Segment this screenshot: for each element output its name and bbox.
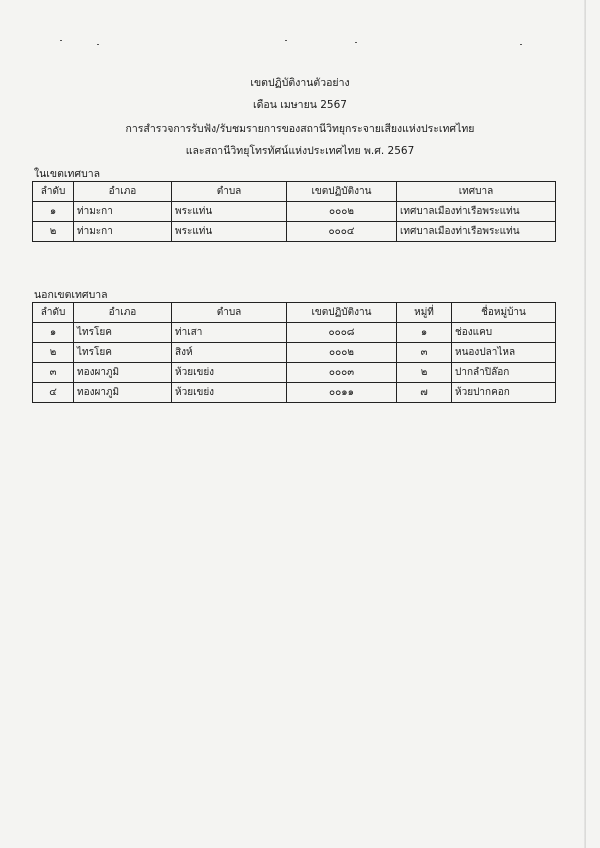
table-header-row xyxy=(33,303,556,323)
scan-speck xyxy=(355,42,357,43)
table-row xyxy=(33,363,556,383)
doc-survey-line-1: การสำรวจการรับฟัง/รับชมรายการของสถานีวิทยุกระจายเสียงแห่งประเทศไทย xyxy=(125,123,475,135)
col-header-district: อำเภอ xyxy=(74,303,172,323)
cell-municipality: เทศบาลเมืองท่าเรือพระแท่น xyxy=(397,202,556,222)
col-header-village-no: หมู่ที่ xyxy=(397,303,452,323)
cell-district: ท่ามะกา xyxy=(74,202,172,222)
cell-order: ๔ xyxy=(33,383,74,403)
cell-village-no: ๒ xyxy=(397,363,452,383)
table-row xyxy=(33,202,556,222)
cell-village-no: ๗ xyxy=(397,383,452,403)
cell-subdistrict: สิงห์ xyxy=(172,343,287,363)
doc-title: เขตปฏิบัติงานตัวอย่าง xyxy=(250,77,350,89)
cell-work-zone: ๐๐๐๒ xyxy=(287,202,397,222)
col-header-work-zone: เขตปฏิบัติงาน xyxy=(287,303,397,323)
municipal-section-label: ในเขตเทศบาล xyxy=(34,168,101,180)
municipal-table xyxy=(32,181,556,242)
col-header-subdistrict: ตำบล xyxy=(172,182,287,202)
col-header-order: ลำดับ xyxy=(33,182,74,202)
col-header-municipality: เทศบาล xyxy=(397,182,556,202)
cell-order: ๑ xyxy=(33,202,74,222)
cell-subdistrict: พระแท่น xyxy=(172,222,287,242)
cell-village-name: ห้วยปากคอก xyxy=(452,383,556,403)
table-row xyxy=(33,383,556,403)
cell-village-name: หนองปลาไหล xyxy=(452,343,556,363)
cell-village-name: ช่องแคบ xyxy=(452,323,556,343)
doc-month: เดือน เมษายน 2567 xyxy=(253,99,347,111)
col-header-work-zone: เขตปฏิบัติงาน xyxy=(287,182,397,202)
cell-municipality: เทศบาลเมืองท่าเรือพระแท่น xyxy=(397,222,556,242)
cell-work-zone: ๐๐๑๑ xyxy=(287,383,397,403)
scan-speck xyxy=(285,40,287,41)
cell-work-zone: ๐๐๐๘ xyxy=(287,323,397,343)
cell-district: ทองผาภูมิ xyxy=(74,383,172,403)
col-header-village-name: ชื่อหมู่บ้าน xyxy=(452,303,556,323)
table-header-row xyxy=(33,182,556,202)
table-row xyxy=(33,343,556,363)
cell-district: ไทรโยค xyxy=(74,343,172,363)
cell-subdistrict: ห้วยเขย่ง xyxy=(172,363,287,383)
scan-speck xyxy=(520,44,522,45)
cell-order: ๓ xyxy=(33,363,74,383)
cell-order: ๒ xyxy=(33,343,74,363)
scan-speck xyxy=(97,44,99,45)
cell-village-no: ๓ xyxy=(397,343,452,363)
cell-work-zone: ๐๐๐๒ xyxy=(287,343,397,363)
cell-subdistrict: ห้วยเขย่ง xyxy=(172,383,287,403)
cell-district: ทองผาภูมิ xyxy=(74,363,172,383)
col-header-district: อำเภอ xyxy=(74,182,172,202)
cell-work-zone: ๐๐๐๔ xyxy=(287,222,397,242)
cell-subdistrict: ท่าเสา xyxy=(172,323,287,343)
table-row xyxy=(33,222,556,242)
non-municipal-table xyxy=(32,302,556,403)
cell-work-zone: ๐๐๐๓ xyxy=(287,363,397,383)
cell-village-name: ปากลำปิล๊อก xyxy=(452,363,556,383)
col-header-order: ลำดับ xyxy=(33,303,74,323)
cell-order: ๒ xyxy=(33,222,74,242)
col-header-subdistrict: ตำบล xyxy=(172,303,287,323)
cell-order: ๑ xyxy=(33,323,74,343)
scan-speck xyxy=(60,40,62,41)
cell-subdistrict: พระแท่น xyxy=(172,202,287,222)
cell-village-no: ๑ xyxy=(397,323,452,343)
cell-district: ไทรโยค xyxy=(74,323,172,343)
table-row xyxy=(33,323,556,343)
non-municipal-section-label: นอกเขตเทศบาล xyxy=(34,289,108,301)
doc-survey-line-2: และสถานีวิทยุโทรทัศน์แห่งประเทศไทย พ.ศ. 2567 xyxy=(185,145,415,157)
cell-district: ท่ามะกา xyxy=(74,222,172,242)
